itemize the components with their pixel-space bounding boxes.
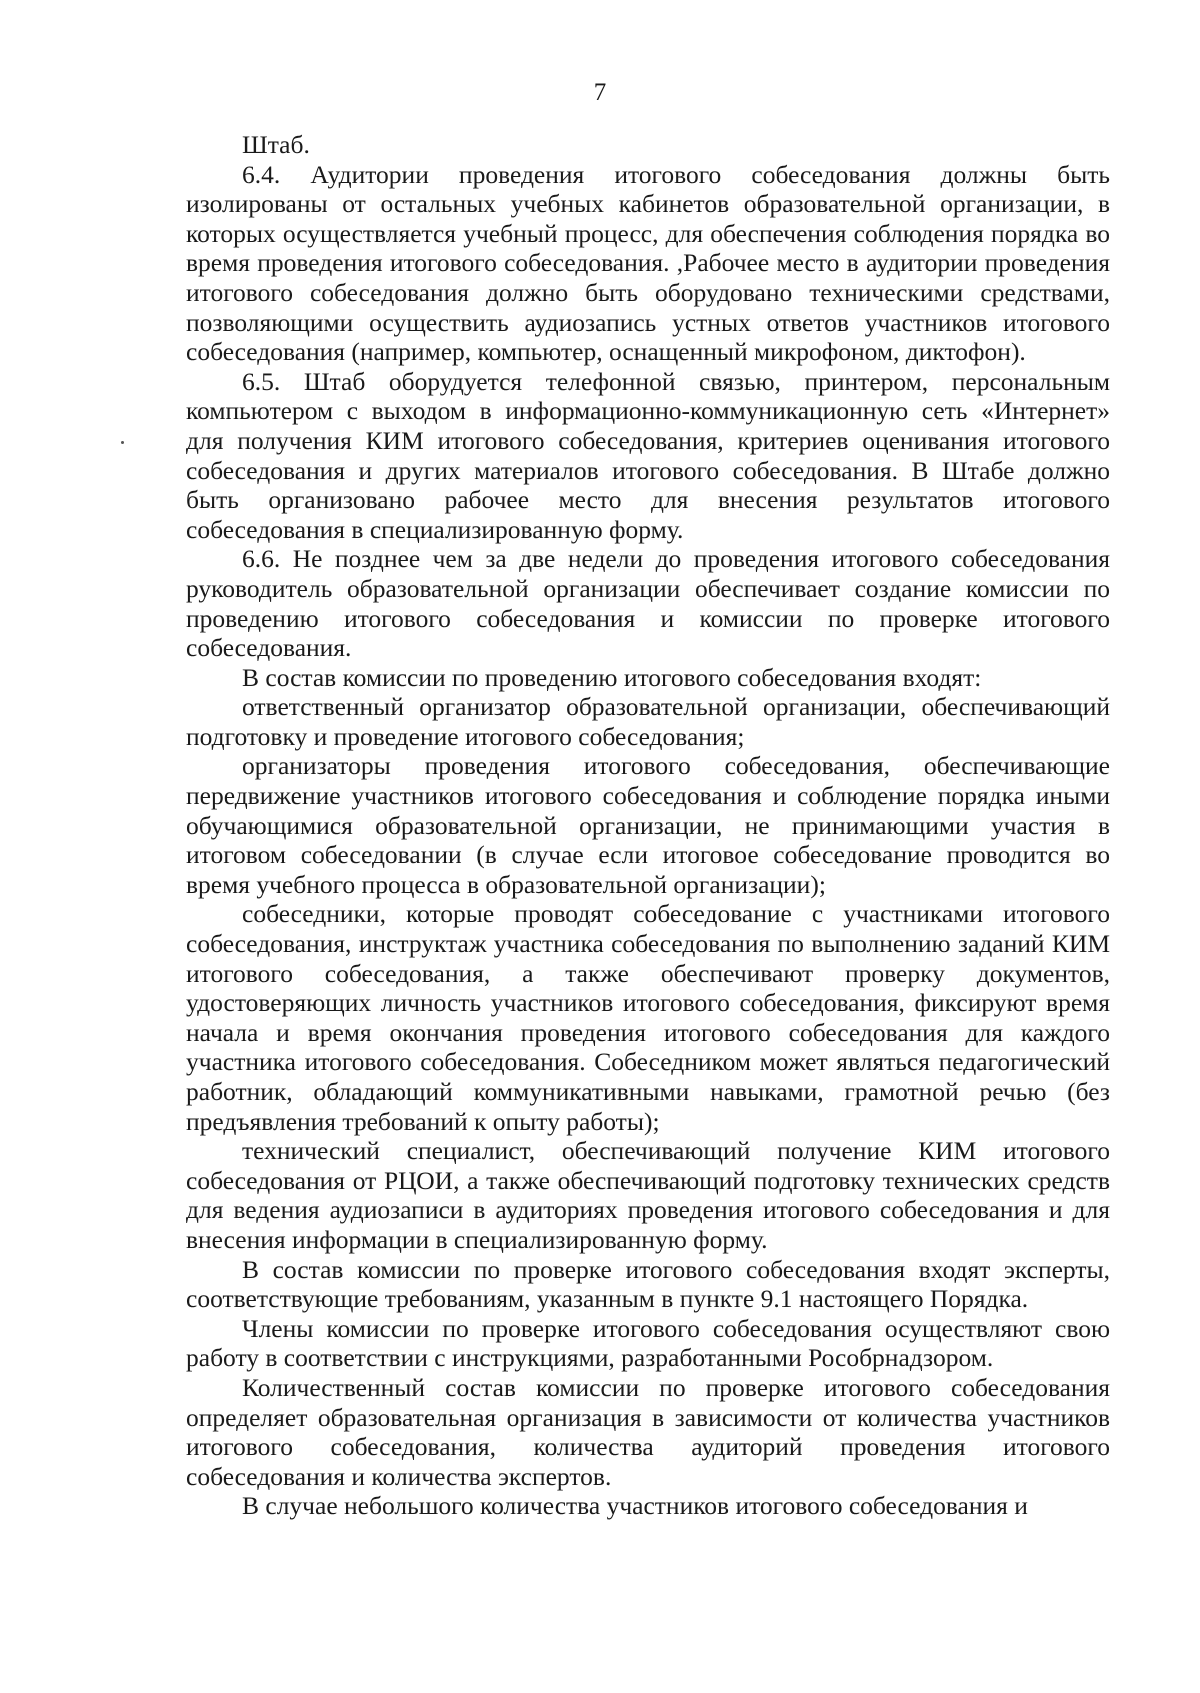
paragraph-shtab-heading: Штаб.	[242, 130, 310, 159]
paragraph-technical-specialist: технический специалист, обеспечивающий получение КИМ итогового собеседования от РЦОИ, а также обеспечивающий подготовку технических средств для ведения аудиозаписи в аудиториях проведения итогового собеседования и для внесения информации в специализированную форму.	[186, 1136, 1110, 1254]
scan-speck	[121, 441, 124, 444]
paragraph-6-4: 6.4. Аудитории проведения итогового собеседования должны быть изолированы от остальных учебных кабинетов образовательной организации, в которых осуществляется учебный процесс, для обеспечения соблюдения порядка во время проведения итогового собеседования. ,Рабочее место в аудитории проведения итогового собеседования должно быть оборудовано техническими средствами, позволяющими осуществить аудиозапись устных ответов участников итогового собеседования (например, компьютер, оснащенный микрофоном, диктофон).	[186, 159, 1110, 367]
paragraph-commission-composition: В состав комиссии по проведению итогового собеседования входят:	[242, 662, 982, 692]
document-body	[186, 130, 1110, 1521]
paragraph-experts: В состав комиссии по проверке итогового собеседования входят эксперты, соответствующие требованиям, указанным в пункте 9.1 настоящего Порядка.	[186, 1254, 1110, 1314]
paragraph-6-6: 6.6. Не позднее чем за две недели до проведения итогового собеседования руководитель образовательной организации обеспечивает создание комиссии по проведению итогового собеседования и комиссии по проверке итогового собеседования.	[186, 544, 1110, 663]
paragraph-quantitative-composition: Количественный состав комиссии по проверке итогового собеседования определяет образовательная организация в зависимости от количества участников итогового собеседования, количества аудиторий проведения итогового собеседования и количества экспертов.	[186, 1372, 1110, 1491]
paragraph-interviewers: собеседники, которые проводят собеседование с участниками итогового собеседования, инструктаж участника собеседования по выполнению заданий КИМ итогового собеседования, а также обеспечивают проверку документов, удостоверяющих личность участников итогового собеседования, фиксируют время начала и время окончания проведения итогового собеседования для каждого участника итогового собеседования. Собеседником может являться педагогический работник, обладающий коммуникативными навыками, грамотной речью (без предъявления требований к опыту работы);	[186, 899, 1110, 1136]
paragraph-responsible-organizer: ответственный организатор образовательной организации, обеспечивающий подготовку и проведение итогового собеседования;	[186, 692, 1110, 751]
paragraph-commission-members: Члены комиссии по проверке итогового собеседования осуществляют свою работу в соответствии с инструкциями, разработанными Рособрнадзором.	[186, 1313, 1110, 1373]
page-number: 7	[593, 79, 607, 106]
paragraph-6-5: 6.5. Штаб оборудуется телефонной связью, принтером, персональным компьютером с выходом в информационно-коммуникационную сеть «Интернет» для получения КИМ итогового собеседования, критериев оценивания итогового собеседования и других материалов итогового собеседования. В Штабе должно быть организовано рабочее место для внесения результатов итогового собеседования в специализированную форму.	[186, 366, 1110, 544]
paragraph-small-number: В случае небольшого количества участников итогового собеседования и	[242, 1491, 1028, 1521]
paragraph-organizers: организаторы проведения итогового собеседования, обеспечивающие передвижение участников итогового собеседования и соблюдение порядка иными обучающимися образовательной организации, не принимающими участия в итоговом собеседовании (в случае если итоговое собеседование проводится во время учебного процесса в образовательной организации);	[186, 751, 1110, 899]
